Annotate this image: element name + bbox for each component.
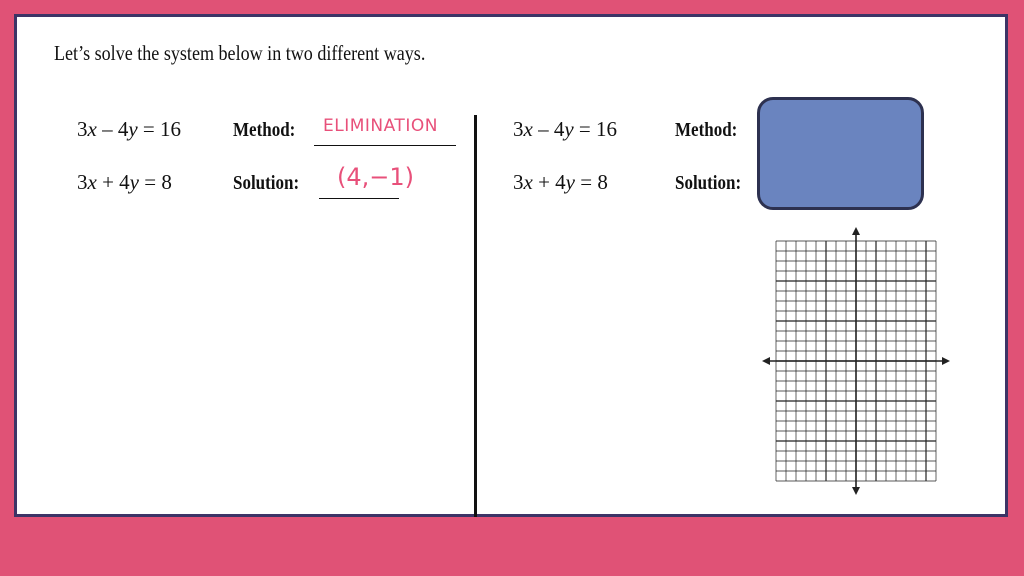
left-solution-label: Solution: xyxy=(233,172,300,194)
answer-cover-box[interactable] xyxy=(757,97,924,210)
x-axis-left-arrow-icon xyxy=(762,357,770,365)
vertical-divider xyxy=(474,115,477,517)
left-method-blank xyxy=(314,145,456,146)
right-equation-1: 3x – 4y = 16 xyxy=(513,117,617,141)
x-axis-right-arrow-icon xyxy=(942,357,950,365)
coordinate-grid-svg xyxy=(762,225,952,515)
y-axis-down-arrow-icon xyxy=(852,487,860,495)
left-solution-answer: (4,−1) xyxy=(337,163,415,191)
left-equation-2: 3x + 4y = 8 xyxy=(77,170,172,194)
left-equation-1: 3x – 4y = 16 xyxy=(77,117,181,141)
left-method-label: Method: xyxy=(233,119,296,141)
y-axis-up-arrow-icon xyxy=(852,227,860,235)
left-solution-blank xyxy=(319,198,399,199)
right-solution-label: Solution: xyxy=(675,172,742,194)
right-equation-2: 3x + 4y = 8 xyxy=(513,170,608,194)
left-method-answer: ELIMINATION xyxy=(323,116,438,136)
right-method-label: Method: xyxy=(675,119,738,141)
instructions-text: Let’s solve the system below in two different ways. xyxy=(54,41,426,65)
coordinate-grid xyxy=(762,225,952,520)
worksheet-slide xyxy=(14,14,1008,517)
